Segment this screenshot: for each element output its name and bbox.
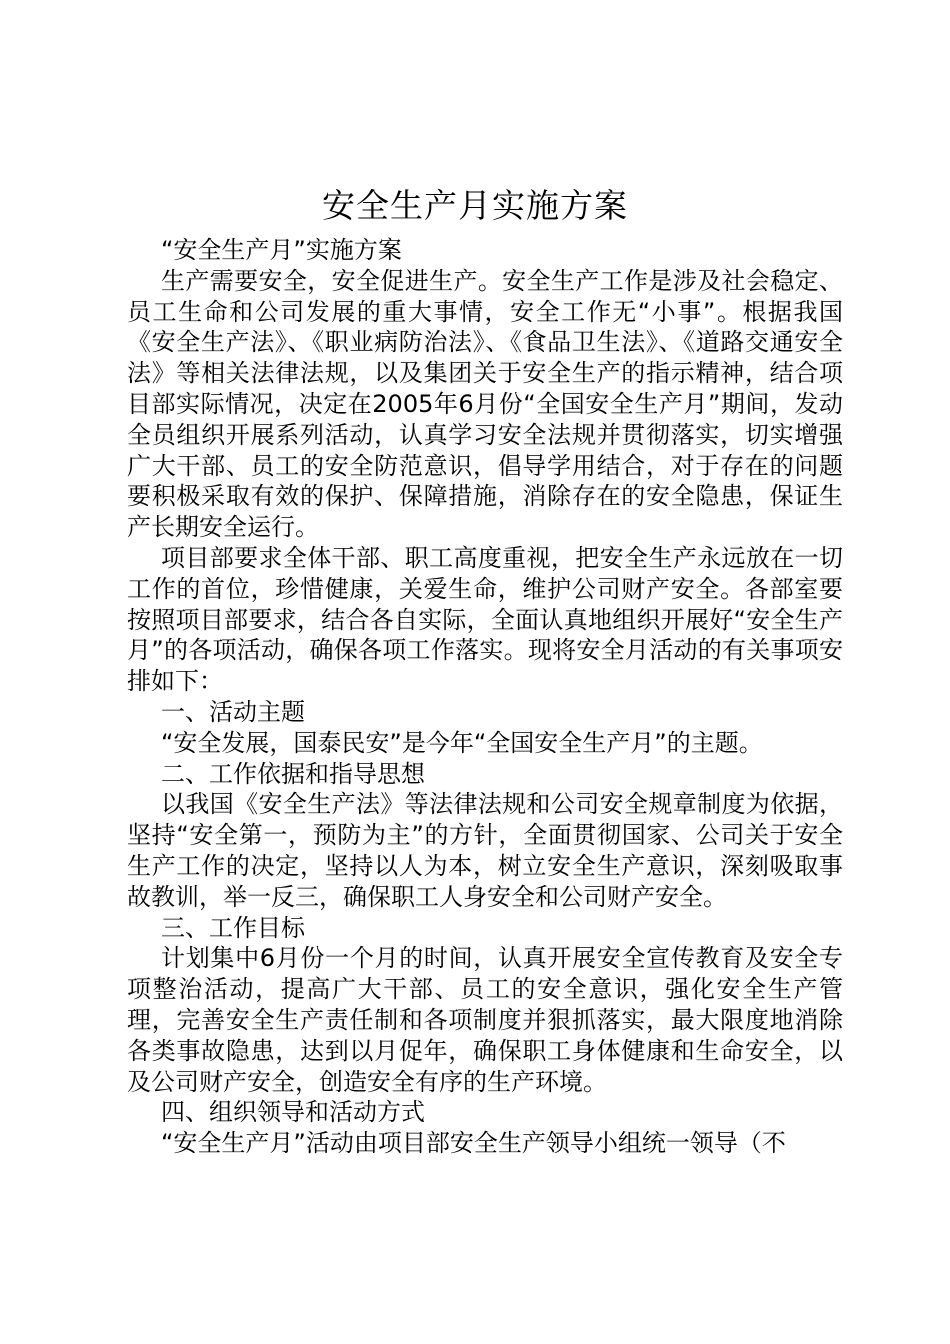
document-body: [127, 235, 843, 1159]
paragraph-subtitle: “安全生产月”实施方案: [161, 236, 402, 264]
section-heading-theme: 一、活动主题: [161, 697, 305, 726]
paragraph-organization: “安全生产月”活动由项目部安全生产领导小组统一领导（不: [161, 1129, 786, 1158]
paragraph-theme: “安全发展，国泰民安”是今年“全国安全生产月”的主题。: [161, 728, 763, 757]
section-heading-organization: 四、组织领导和活动方式: [161, 1098, 425, 1127]
paragraph-intro: 生产需要安全，安全促进生产。安全生产工作是涉及社会稳定、员工生命和公司发展的重大事情，安全工作无“小事”。根据我国《安全生产法》、《职业病防治法》、《食品卫生法》、《道路交通安全法》等相关法律法规，以及集团关于安全生产的指示精神，结合项目部实际情况，决定在2005年6月份“全国安全生产月”期间，发动全员组织开展系列活动，认真学习安全法规并贯彻落实，切实增强广大干部、员工的安全防范意识，倡导学用结合，对于存在的问题要积极采取有效的保护、保障措施，消除存在的安全隐患，保证生产长期安全运行。: [127, 266, 843, 542]
paragraph-goals: 计划集中6月份一个月的时间，认真开展安全宣传教育及安全专项整治活动，提高广大干部、员工的安全意识，强化安全生产管理，完善安全生产责任制和各项制度并狠抓落实，最大限度地消除各类事故隐患，达到以月促年，确保职工身体健康和生命安全，以及公司财产安全，创造安全有序的生产环境。: [127, 944, 843, 1096]
document-title: 安全生产月实施方案: [322, 186, 628, 225]
section-heading-guidance: 二、工作依据和指导思想: [161, 759, 425, 788]
paragraph-guidance: 以我国《安全生产法》等法律法规和公司安全规章制度为依据，坚持“安全第一，预防为主”的方针，全面贯彻国家、公司关于安全生产工作的决定，坚持以人为本，树立安全生产意识，深刻吸取事故教训，举一反三，确保职工人身安全和公司财产安全。: [127, 790, 843, 911]
section-heading-goals: 三、工作目标: [161, 913, 305, 942]
paragraph-requirements: 项目部要求全体干部、职工高度重视，把安全生产永远放在一切工作的首位，珍惜健康，关爱生命，维护公司财产安全。各部室要按照项目部要求，结合各自实际，全面认真地组织开展好“安全生产月”的各项活动，确保各项工作落实。现将安全月活动的有关事项安排如下：: [127, 543, 843, 696]
